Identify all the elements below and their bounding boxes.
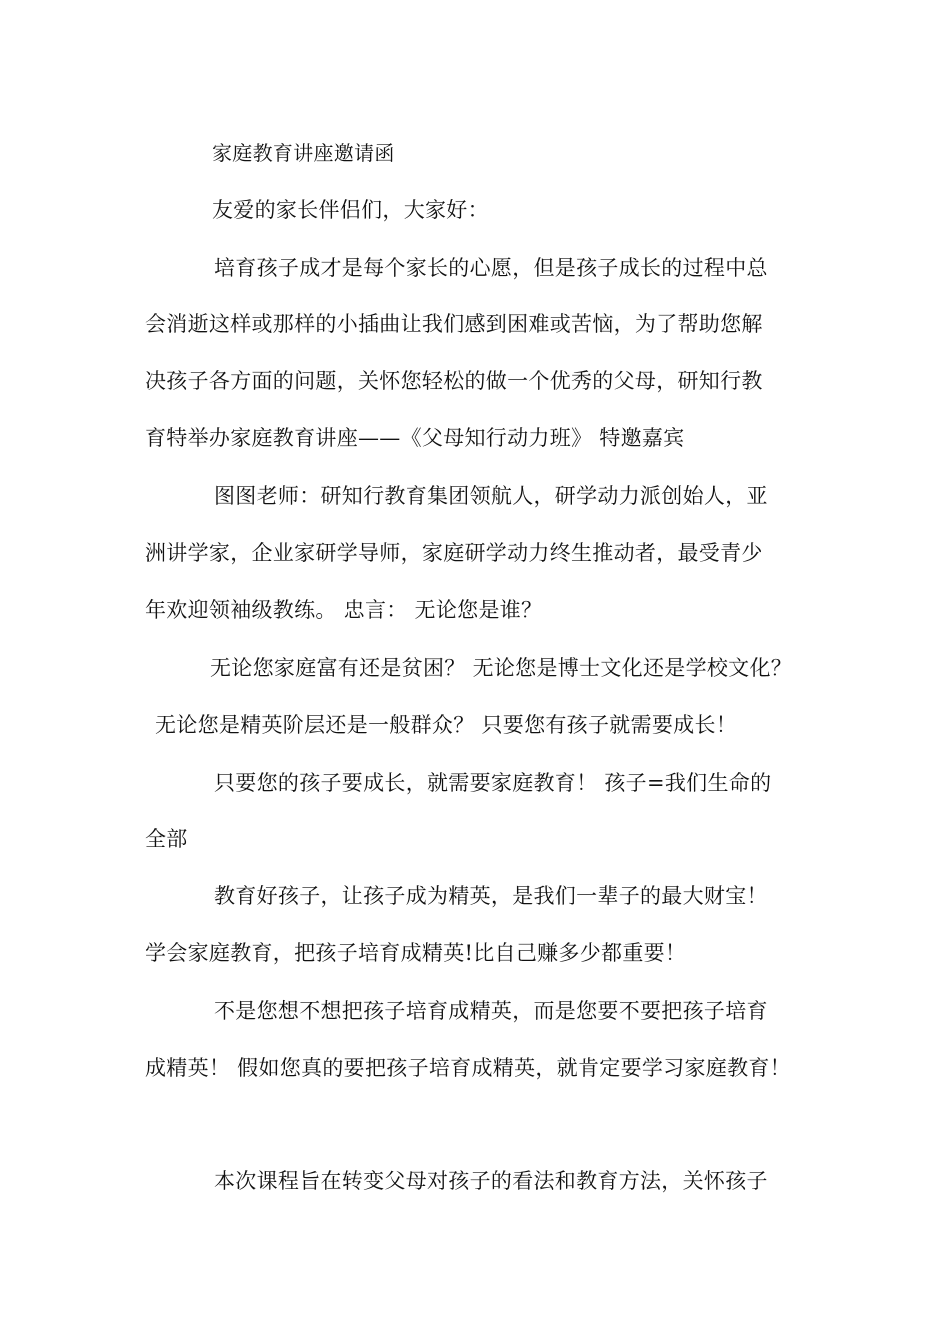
document-title: 家庭教育讲座邀请函 [212, 141, 395, 165]
body-line: 决孩子各方面的问题，关怀您轻松的做一个优秀的父母，研知行教 [145, 369, 763, 393]
body-line: 不是您想不想把孩子培育成精英，而是您要不要把孩子培育 [214, 999, 768, 1023]
body-line: 会消逝这样或那样的小插曲让我们感到困难或苦恼，为了帮助您解 [145, 312, 763, 336]
body-line: 只要您的孩子要成长，就需要家庭教育！ 孩子=我们生命的 [214, 771, 772, 795]
body-line: 教育好孩子，让孩子成为精英，是我们一辈子的最大财宝！ [214, 884, 768, 908]
body-line: 培育孩子成才是每个家长的心愿，但是孩子成长的过程中总 [214, 256, 768, 280]
body-line: 年欢迎领袖级教练。 忠言： 无论您是谁？ [145, 598, 543, 622]
body-line: 无论您是精英阶层还是一般群众？ 只要您有孩子就需要成长！ [155, 713, 738, 737]
body-line: 成精英！ 假如您真的要把孩子培育成精英，就肯定要学习家庭教育！ [145, 1056, 791, 1080]
body-line: 无论您家庭富有还是贫困？ 无论您是博士文化还是学校文化？ [210, 656, 793, 680]
body-line: 洲讲学家，企业家研学导师，家庭研学动力终生推动者，最受青少 [145, 541, 763, 565]
body-line: 本次课程旨在转变父母对孩子的看法和教育方法，关怀孩子 [214, 1169, 768, 1193]
greeting: 友爱的家长伴侣们，大家好： [212, 198, 489, 222]
body-line: 学会家庭教育，把孩子培育成精英!比自己赚多少都重要！ [145, 941, 687, 965]
body-line: 图图老师：研知行教育集团领航人，研学动力派创始人，亚 [214, 484, 768, 508]
body-line: 全部 [145, 827, 188, 851]
body-line: 育特举办家庭教育讲座——《父母知行动力班》 特邀嘉宾 [145, 426, 685, 450]
